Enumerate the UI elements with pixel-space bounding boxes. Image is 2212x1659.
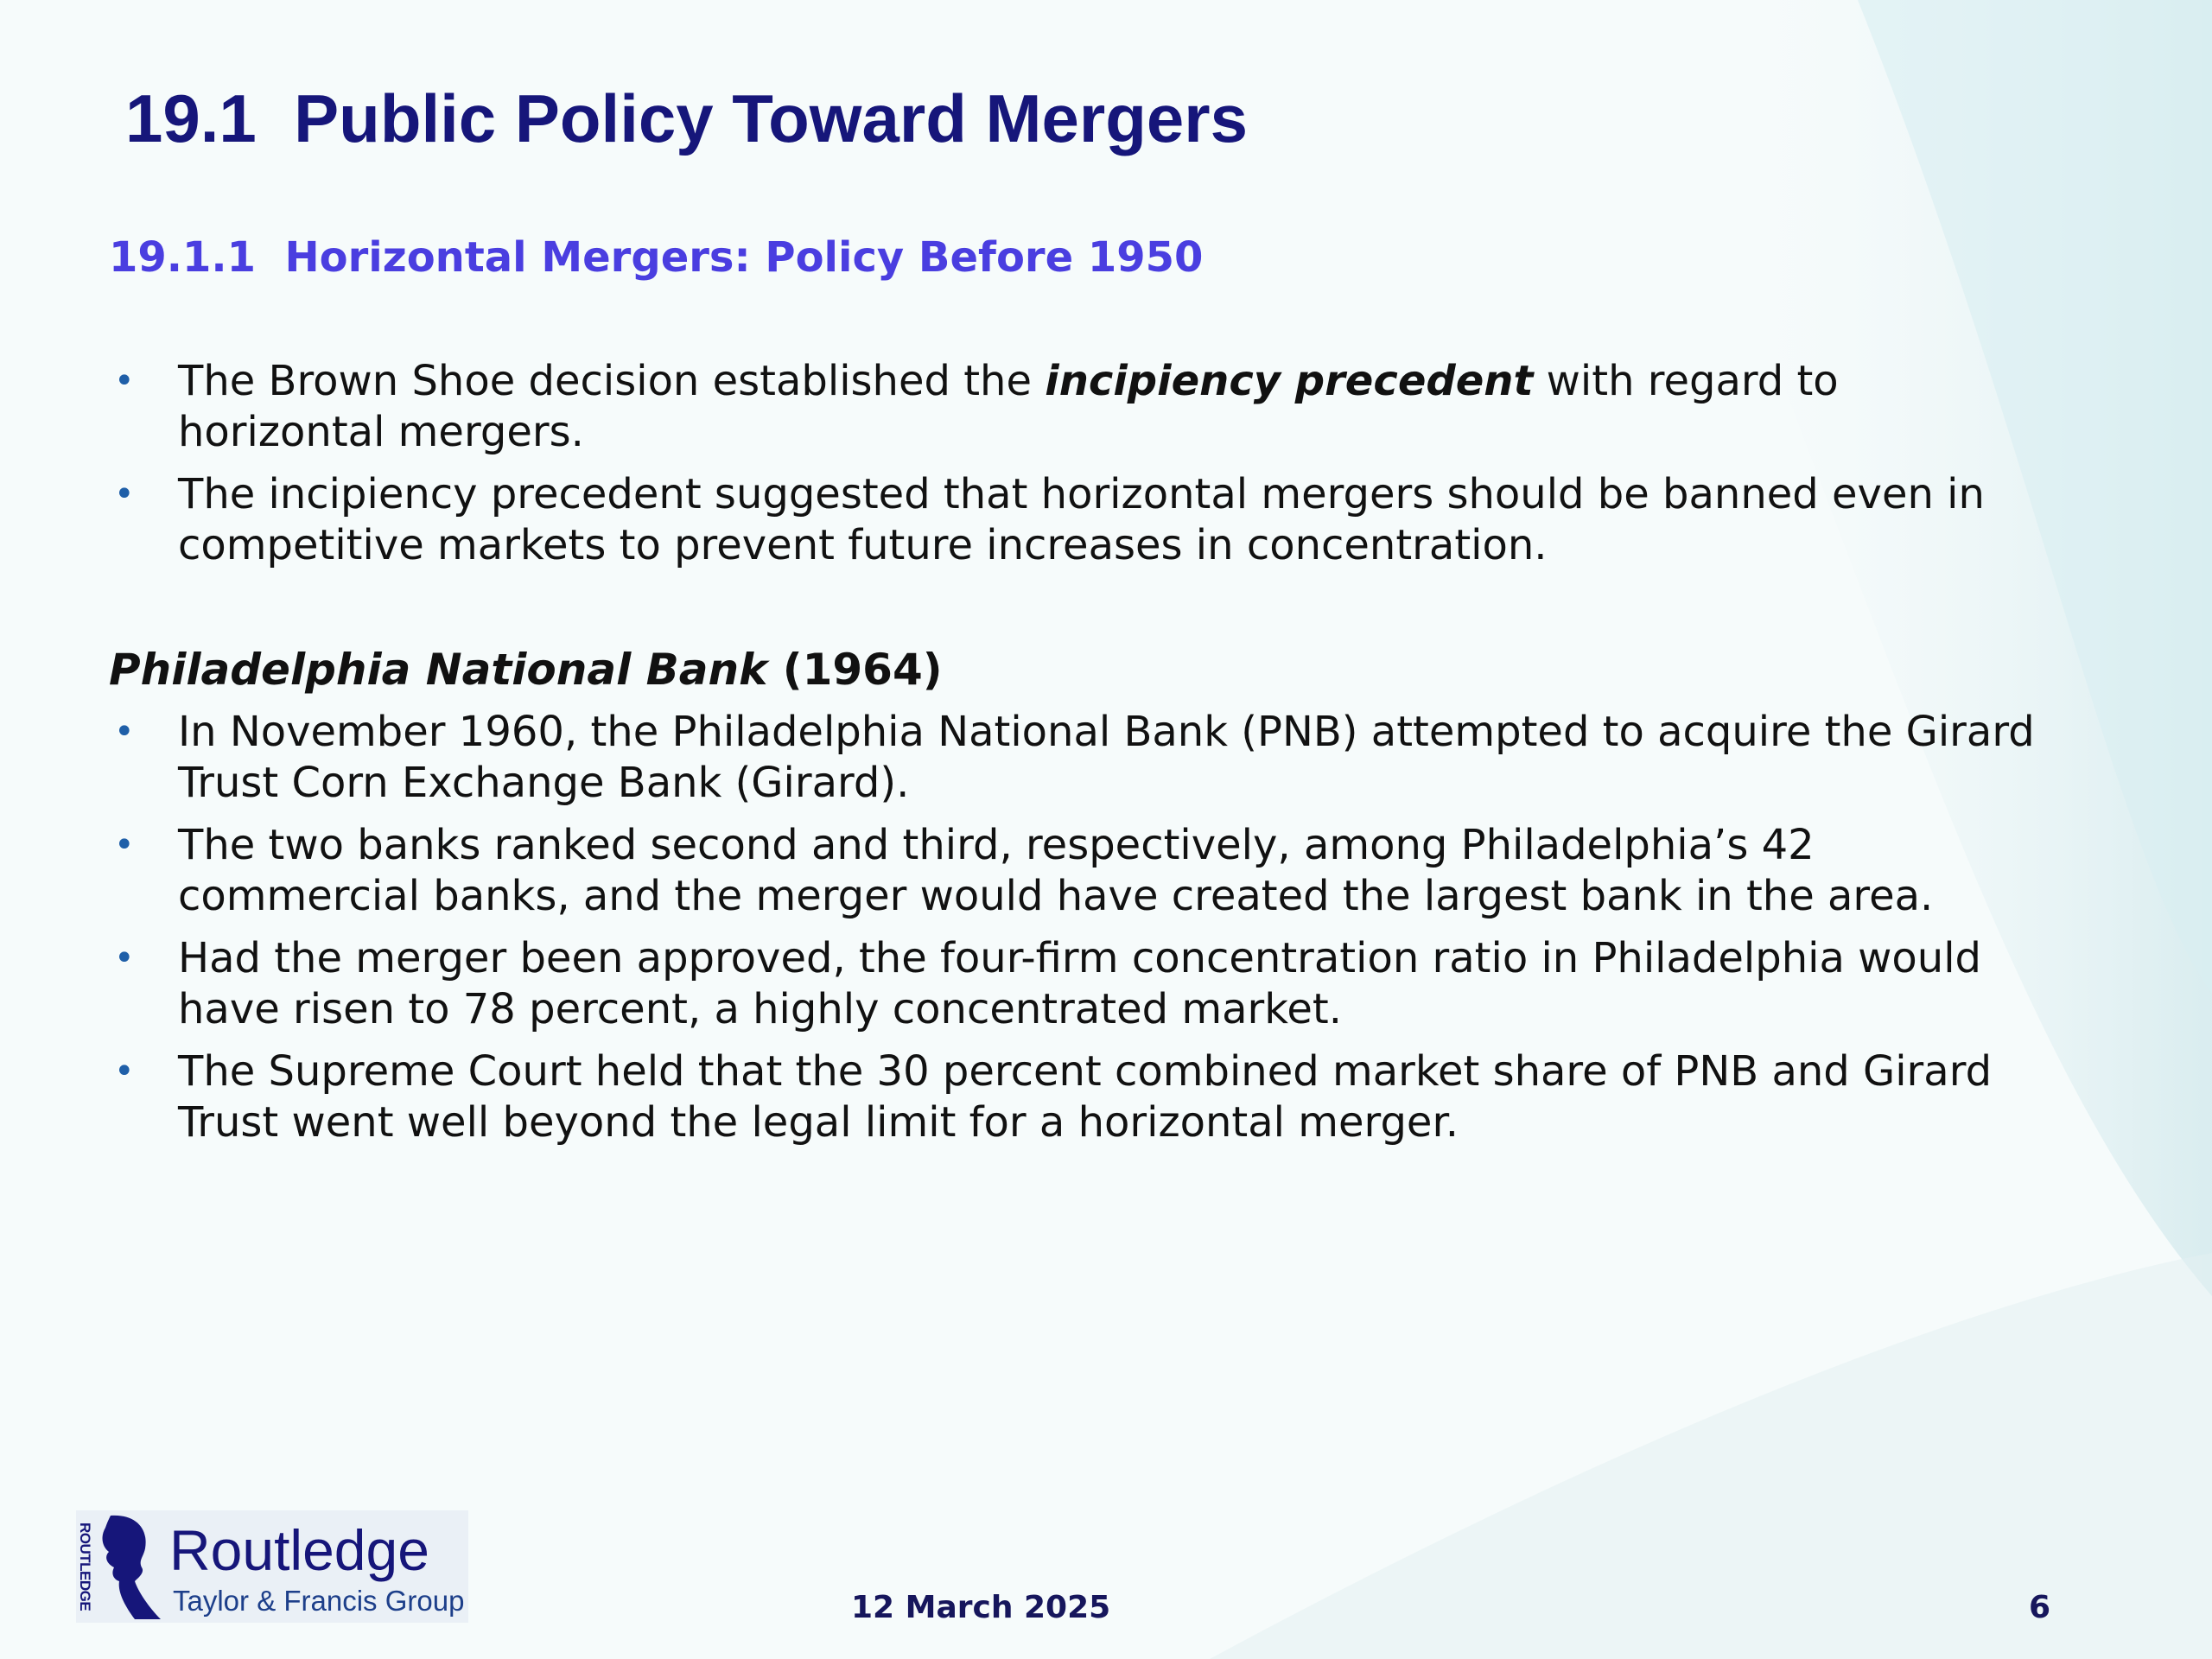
bullet-item [109,707,2036,809]
bullet-text: The incipiency precedent suggested that horizontal mergers should be banned even in competitive markets to prevent future increases in concentration. [178,470,1985,569]
bullet-list-brown-shoe [109,356,2036,582]
bullet-text: In November 1960, the Philadelphia National Bank (PNB) attempted to acquire the Girard Trust Corn Exchange Bank (Girard). [178,708,2035,807]
logo-tagline: Taylor & Francis Group [173,1585,465,1617]
slide-title: 19.1 Public Policy Toward Mergers [125,80,1248,156]
page-number: 6 [2029,1590,2051,1625]
bullet-list-pnb [109,707,2036,1160]
bullet-item [109,933,2036,1035]
bullet-dot-icon: • [114,361,135,401]
case-year: (1964) [767,645,943,695]
bullet-text-before: The Brown Shoe decision established the [178,357,1046,405]
head-profile-icon [95,1512,164,1621]
bullet-dot-icon: • [114,712,135,752]
section-subtitle: 19.1.1 Horizontal Mergers: Policy Before 1950 [109,233,1204,282]
routledge-logo [76,1510,468,1623]
bullet-text: The two banks ranked second and third, respectively, among Philadelphia’s 42 commercial banks, and the merger would have created the largest bank in the area. [178,821,1934,920]
bullet-text-after: with regard to horizontal mergers. [178,357,1839,456]
logo-vertical-text: ROUTLEDGE [77,1522,93,1611]
bullet-dot-icon: • [114,474,135,514]
logo-name: Routledge [169,1518,429,1582]
bullet-item [109,1046,2036,1148]
bullet-emphasis: incipiency precedent [1045,357,1534,405]
bullet-dot-icon: • [114,825,135,865]
bullet-item [109,356,2036,458]
case-name: Philadelphia National Bank [109,645,768,695]
bullet-text: Had the merger been approved, the four-firm concentration ratio in Philadelphia would have risen to 78 percent, a highly concentrated market. [178,934,1981,1033]
bullet-dot-icon: • [114,1052,135,1091]
bullet-item [109,820,2036,922]
case-heading [109,645,943,695]
bullet-text: The Supreme Court held that the 30 percent combined market share of PNB and Girard Trust went well beyond the legal limit for a horizontal merger. [178,1047,1993,1147]
bullet-item [109,469,2036,571]
bullet-dot-icon: • [114,938,135,978]
footer-date: 12 March 2025 [851,1590,1111,1625]
